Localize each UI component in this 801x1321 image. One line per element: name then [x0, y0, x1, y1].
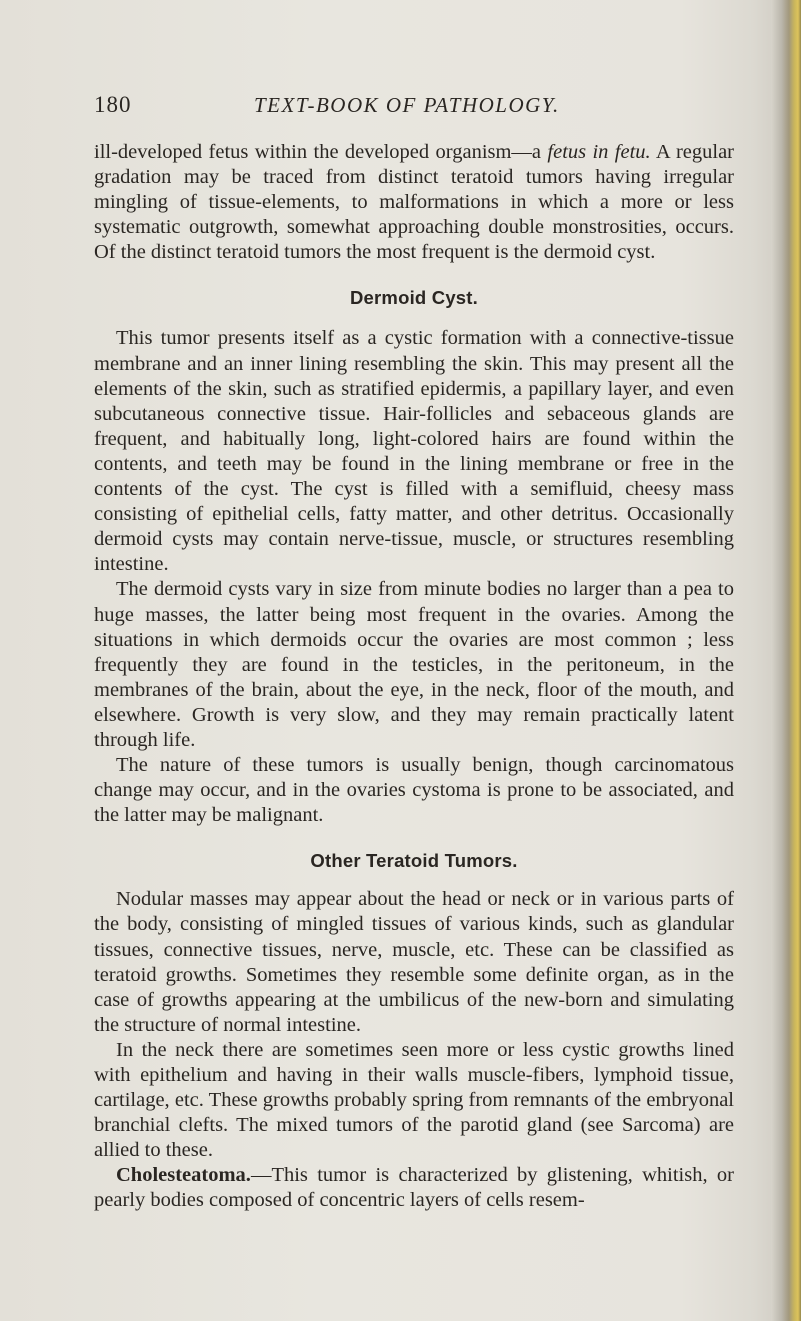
intro-paragraph: [94, 140, 734, 265]
final-text: —This tumor is characterized by glistening, whitish, or pearly bodies composed of concentric layers of cells resem-: [94, 1164, 734, 1212]
intro-italic: fetus in fetu.: [547, 141, 651, 163]
intro-rest: A regular gradation may be traced from distinct teratoid tumors having irregular mingling of tissue-elements, to malformations in which a more or less systematic outgrowth, somewhat approaching double monstrosities, occurs. Of the distinct teratoid tumors the most frequent is the dermoid cyst.: [94, 141, 734, 264]
page-edge-shadow: [771, 0, 801, 1321]
run-in-heading: Cholesteatoma.: [116, 1164, 251, 1187]
paragraph: In the neck there are sometimes seen more or less cystic growths lined with epithelium and having in their walls muscle-fibers, lymphoid tissue, cartilage, etc. These growths probably spring from remnants of the embryonal branchial clefts. The mixed tumors of the parotid gland (see Sarcoma) are allied to these.: [94, 1038, 734, 1162]
page-number: 180: [94, 92, 132, 117]
paragraph: The nature of these tumors is usually benign, though carcinomatous change may occur, and in the ovaries cystoma is prone to be associated, and the latter may be malignant.: [94, 754, 734, 827]
paragraph: This tumor presents itself as a cystic formation with a connective-tissue membrane and an inner lining resembling the skin. This may present all the elements of the skin, such as stratified epidermis, a papillary layer, and even subcutaneous connective tissue. Hair-follicles and sebaceous glands are frequent, and habitually long, light-colored hairs are found within the contents, and teeth may be found in the lining membrane or free in the contents of the cyst. The cyst is filled with a semifluid, cheesy mass consisting of epithelial cells, fatty matter, and other detritus. Occasionally dermoid cysts may contain nerve-tissue, muscle, or structures resembling intestine.: [94, 327, 734, 576]
section-heading-dermoid-cyst: Dermoid Cyst.: [349, 287, 479, 309]
paragraph: Nodular masses may appear about the head or neck or in various parts of the body, consisting of mingled tissues of various kinds, such as glandular tissues, connective tissues, nerve, muscle, etc. These can be classified as teratoid growths. Sometimes they resemble some definite organ, as in the case of growths appearing at the umbilicus of the new-born and simulating the structure of normal intestine.: [94, 888, 734, 1036]
paragraph: The dermoid cysts vary in size from minute bodies no larger than a pea to huge masses, the latter being most frequent in the ovaries. Among the situations in which dermoids occur the ovaries are most common ; less frequently they are found in the testicles, in the peritoneum, in the membranes of the brain, about the eye, in the neck, floor of the mouth, and elsewhere. Growth is very slow, and they may remain practically latent through life.: [94, 578, 734, 751]
cholesteatoma-paragraph: [94, 1163, 734, 1213]
page-header: [94, 92, 734, 122]
section-heading-other-teratoid-tumors: Other Teratoid Tumors.: [310, 850, 518, 872]
running-title: TEXT-BOOK OF PATHOLOGY.: [254, 93, 560, 117]
body-text: [94, 140, 734, 1214]
intro-text: ill-developed fetus within the developed organism—a: [94, 141, 548, 163]
